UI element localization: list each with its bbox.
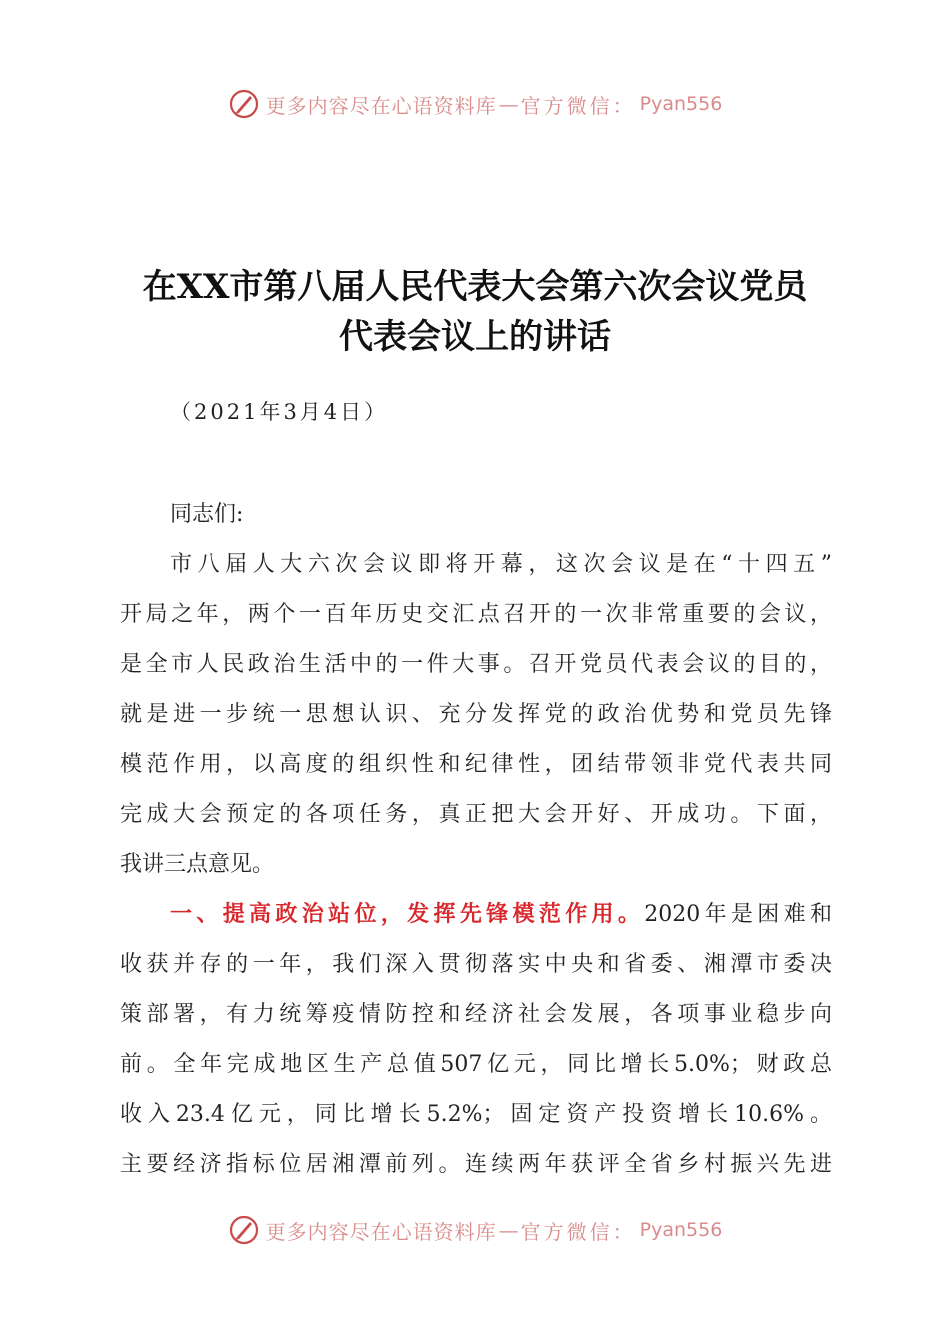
watermark-name: 更多内容尽在心语资料库 (265, 93, 497, 118)
para1-line-4: 就是进一步统一思想认识、充分发挥党的政治优势和党员先锋 (120, 702, 832, 727)
document-title (60, 262, 890, 362)
watermark-separator: — (498, 92, 519, 116)
quill-logo-icon (228, 88, 260, 120)
watermark-label: 官方微信： (520, 93, 636, 118)
watermark-id: Pyan556 (639, 1219, 723, 1241)
quill-logo-icon (228, 1214, 260, 1246)
section1-line-3: 策部署，有力统筹疫情防控和经济社会发展，各项事业稳步向 (120, 1002, 832, 1027)
watermark-footer (0, 1210, 950, 1250)
salutation: 同志们: (170, 502, 244, 527)
section1-line-4: 前。全年完成地区生产总值507亿元，同比增长5.0%；财政总 (120, 1052, 832, 1077)
section1-first-rest: 2020年是困难和 (644, 902, 832, 927)
watermark-id: Pyan556 (639, 93, 723, 115)
section1-line-5: 收入23.4亿元，同比增长5.2%；固定资产投资增长10.6%。 (120, 1102, 832, 1127)
document-date: （2021年3月4日） (170, 400, 389, 424)
para1-line-5: 模范作用，以高度的组织性和纪律性，团结带领非党代表共同 (120, 752, 832, 777)
para1-line-1: 市八届人大六次会议即将开幕，这次会议是在“十四五” (170, 552, 832, 577)
para1-line-6: 完成大会预定的各项任务，真正把大会开好、开成功。下面， (120, 802, 832, 827)
watermark-separator: — (498, 1218, 519, 1242)
para1-line-3: 是全市人民政治生活中的一件大事。召开党员代表会议的目的， (120, 652, 832, 677)
watermark-label: 官方微信： (520, 1219, 636, 1244)
section1-line-6: 主要经济指标位居湘潭前列。连续两年获评全省乡村振兴先进 (120, 1152, 832, 1177)
title-line-2: 代表会议上的讲话 (339, 317, 611, 357)
watermark-name: 更多内容尽在心语资料库 (265, 1219, 497, 1244)
watermark-header (0, 84, 950, 124)
para1-line-7: 我讲三点意见。 (120, 852, 275, 877)
title-line-1: 在XX市第八届人民代表大会第六次会议党员 (142, 267, 808, 307)
section1-line-2: 收获并存的一年，我们深入贯彻落实中央和省委、湘潭市委决 (120, 952, 832, 977)
para1-line-2: 开局之年，两个一百年历史交汇点召开的一次非常重要的会议， (120, 602, 832, 627)
section1-first-line (120, 890, 832, 940)
document-body (120, 490, 832, 1190)
section1-heading: 一、提高政治站位，发挥先锋模范作用。 (170, 902, 645, 927)
